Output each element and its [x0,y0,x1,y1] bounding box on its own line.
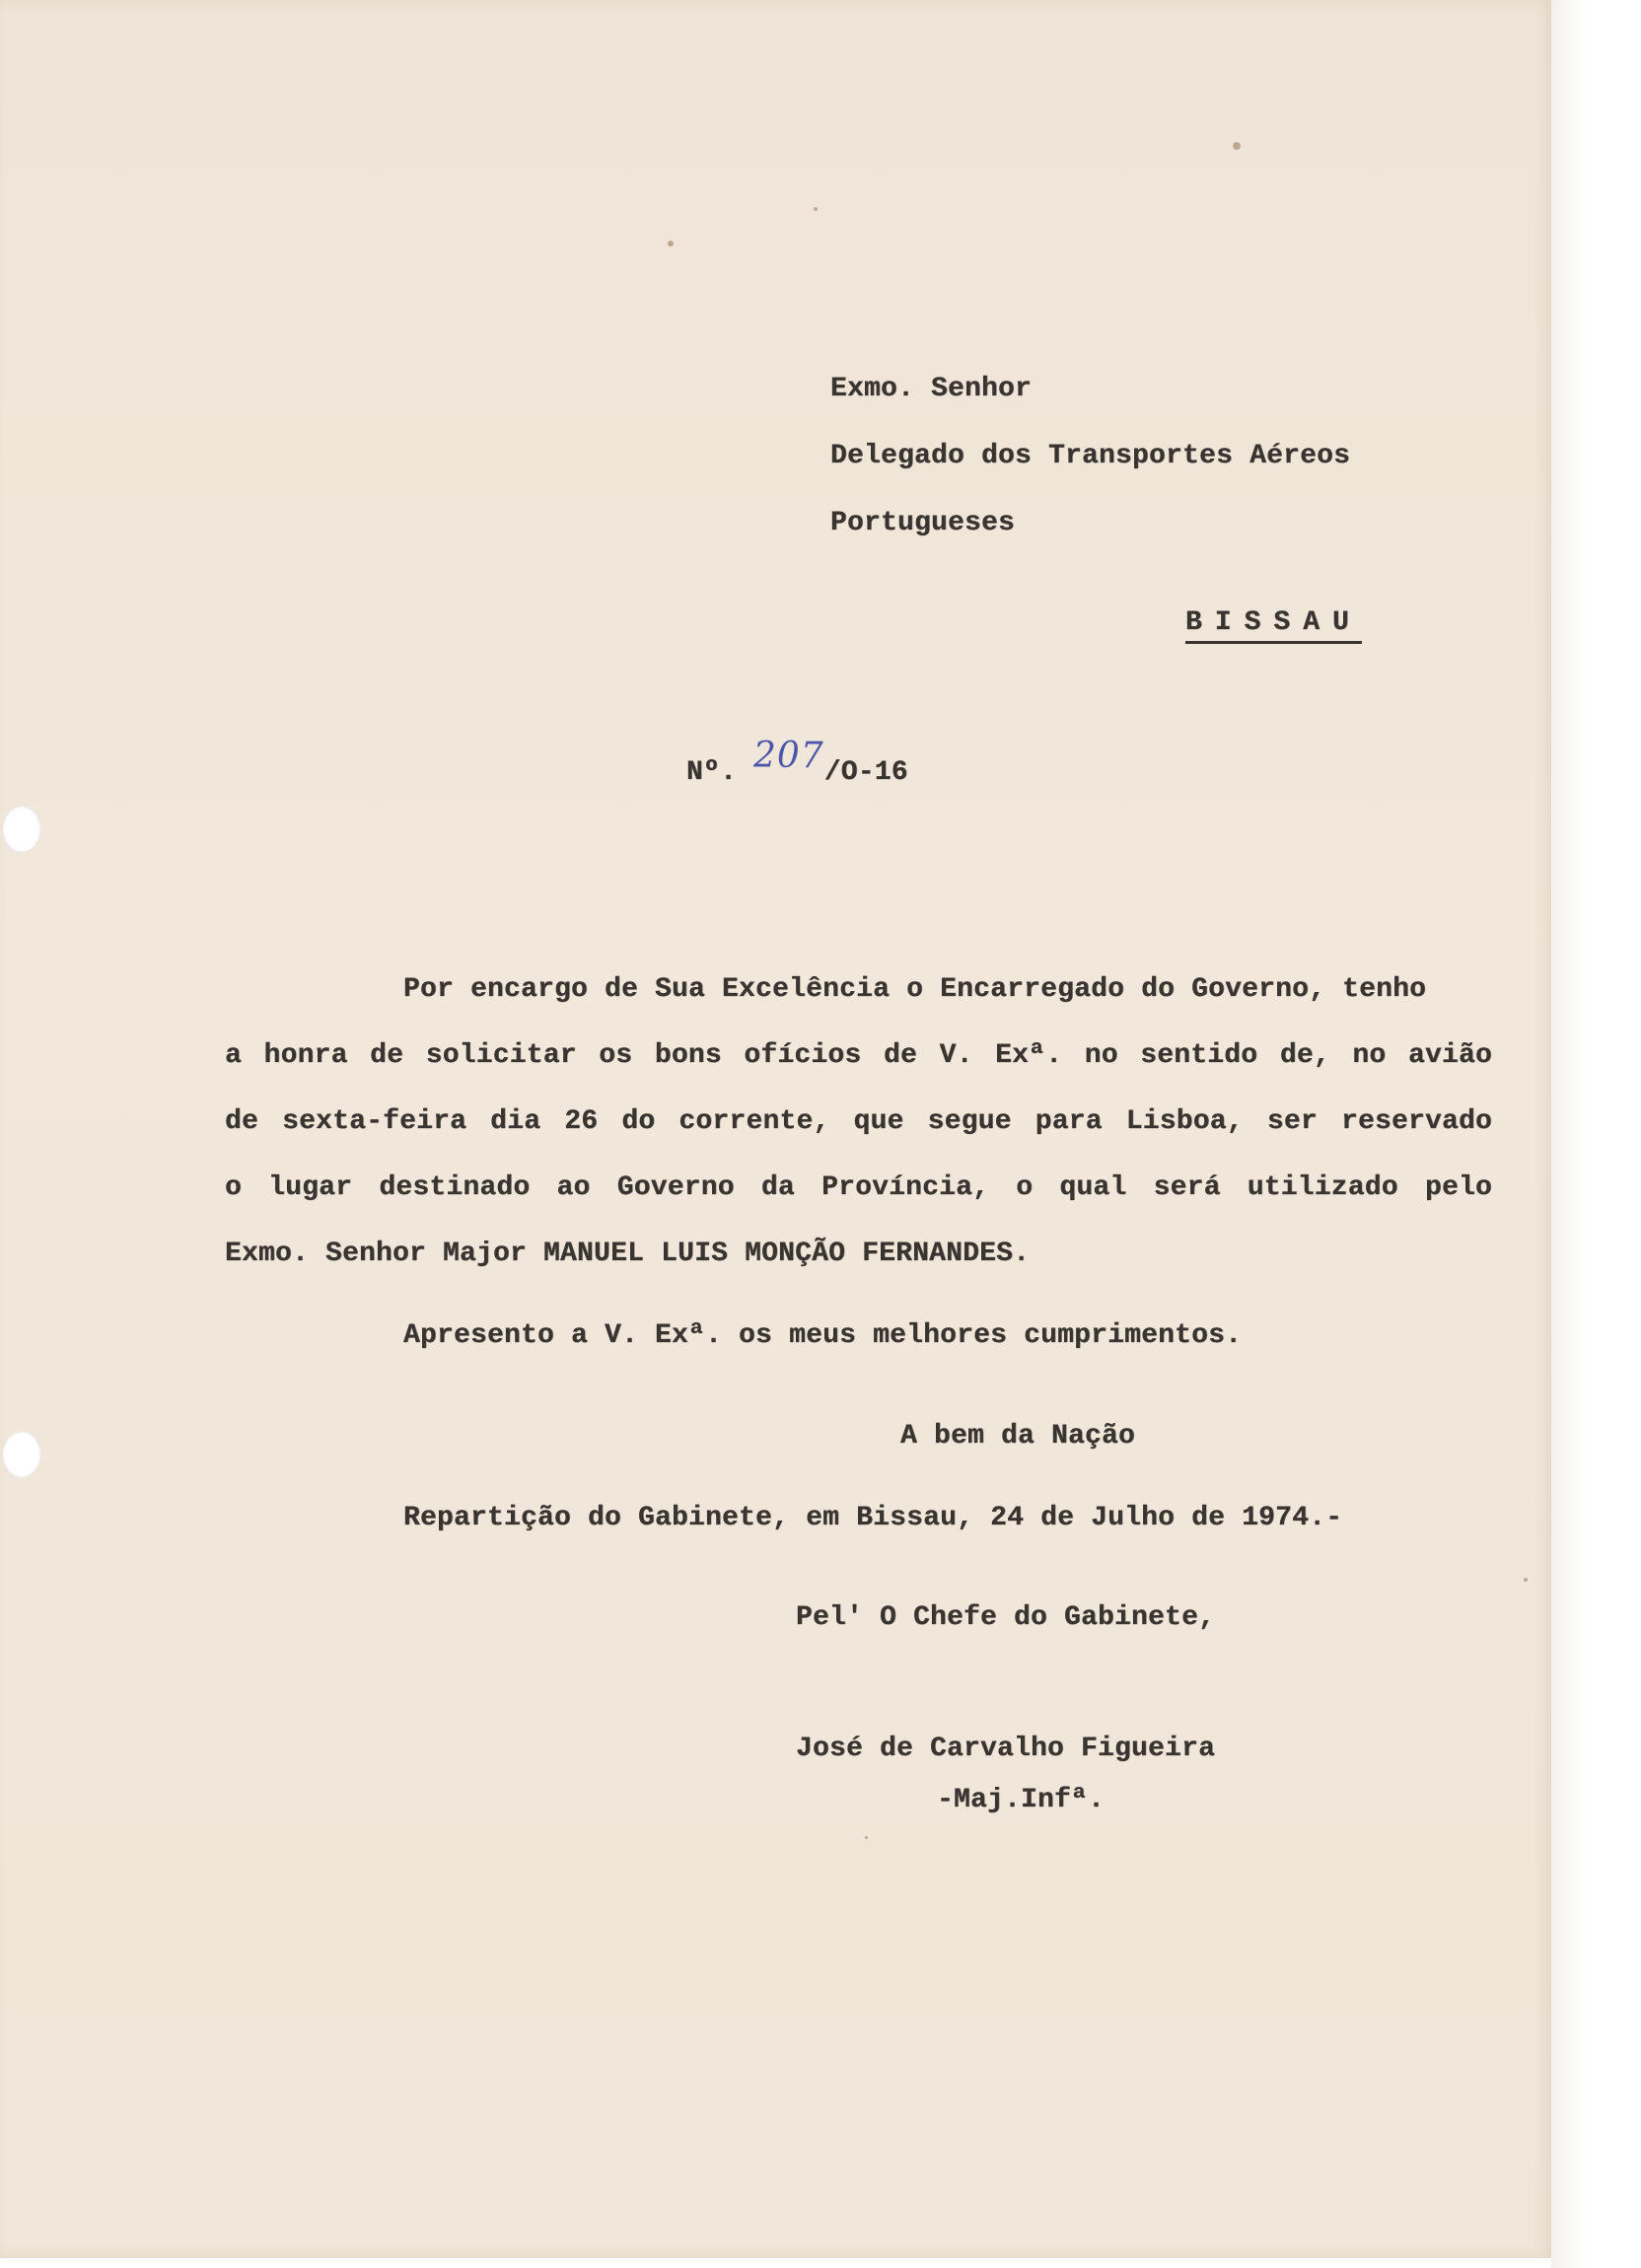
addressee-salutation: Exmo. Senhor [830,374,1033,404]
paper-speck [1524,1578,1528,1582]
body-line-4: o lugar destinado ao Governo da Província, o qual será utilizado pelo [225,1172,1492,1203]
scan-margin [1551,0,1641,2268]
body-line-2: a honra de solicitar os bons ofícios de V. Exª. no sentido de, no avião [225,1040,1492,1071]
punch-hole-top [2,806,41,853]
paper-speck [668,241,674,247]
reference-suffix: /O-16 [823,757,908,788]
reference-number [686,736,908,790]
body-line-5: Exmo. Senhor Major MANUEL LUIS MONÇÃO FERNANDES. [225,1239,1031,1269]
reference-prefix: Nº. [686,757,754,788]
signature-name: José de Carvalho Figueira [796,1734,1216,1764]
place-date: Repartição do Gabinete, em Bissau, 24 de Julho de 1974.- [403,1503,1343,1533]
signature-on-behalf: Pel' O Chefe do Gabinete, [796,1602,1216,1633]
handwritten-number: 207 [753,736,824,776]
paper-speck [814,207,818,211]
punch-hole-bottom [2,1431,41,1478]
closing-line: Apresento a V. Exª. os meus melhores cumprimentos. [403,1320,1243,1351]
addressee-city: BISSAU [1185,606,1362,644]
signature-rank: -Maj.Infª. [937,1785,1106,1815]
addressee-title-cont: Portugueses [830,508,1016,538]
paper-speck [865,1836,868,1839]
addressee-title: Delegado dos Transportes Aéreos [830,441,1351,471]
body-line-3: de sexta-feira dia 26 do corrente, que segue para Lisboa, ser reservado [225,1106,1492,1137]
salutation: A bem da Nação [900,1421,1136,1452]
paper-speck [1233,142,1241,150]
body-line-1: Por encargo de Sua Excelência o Encarregado do Governo, tenho [403,974,1427,1005]
